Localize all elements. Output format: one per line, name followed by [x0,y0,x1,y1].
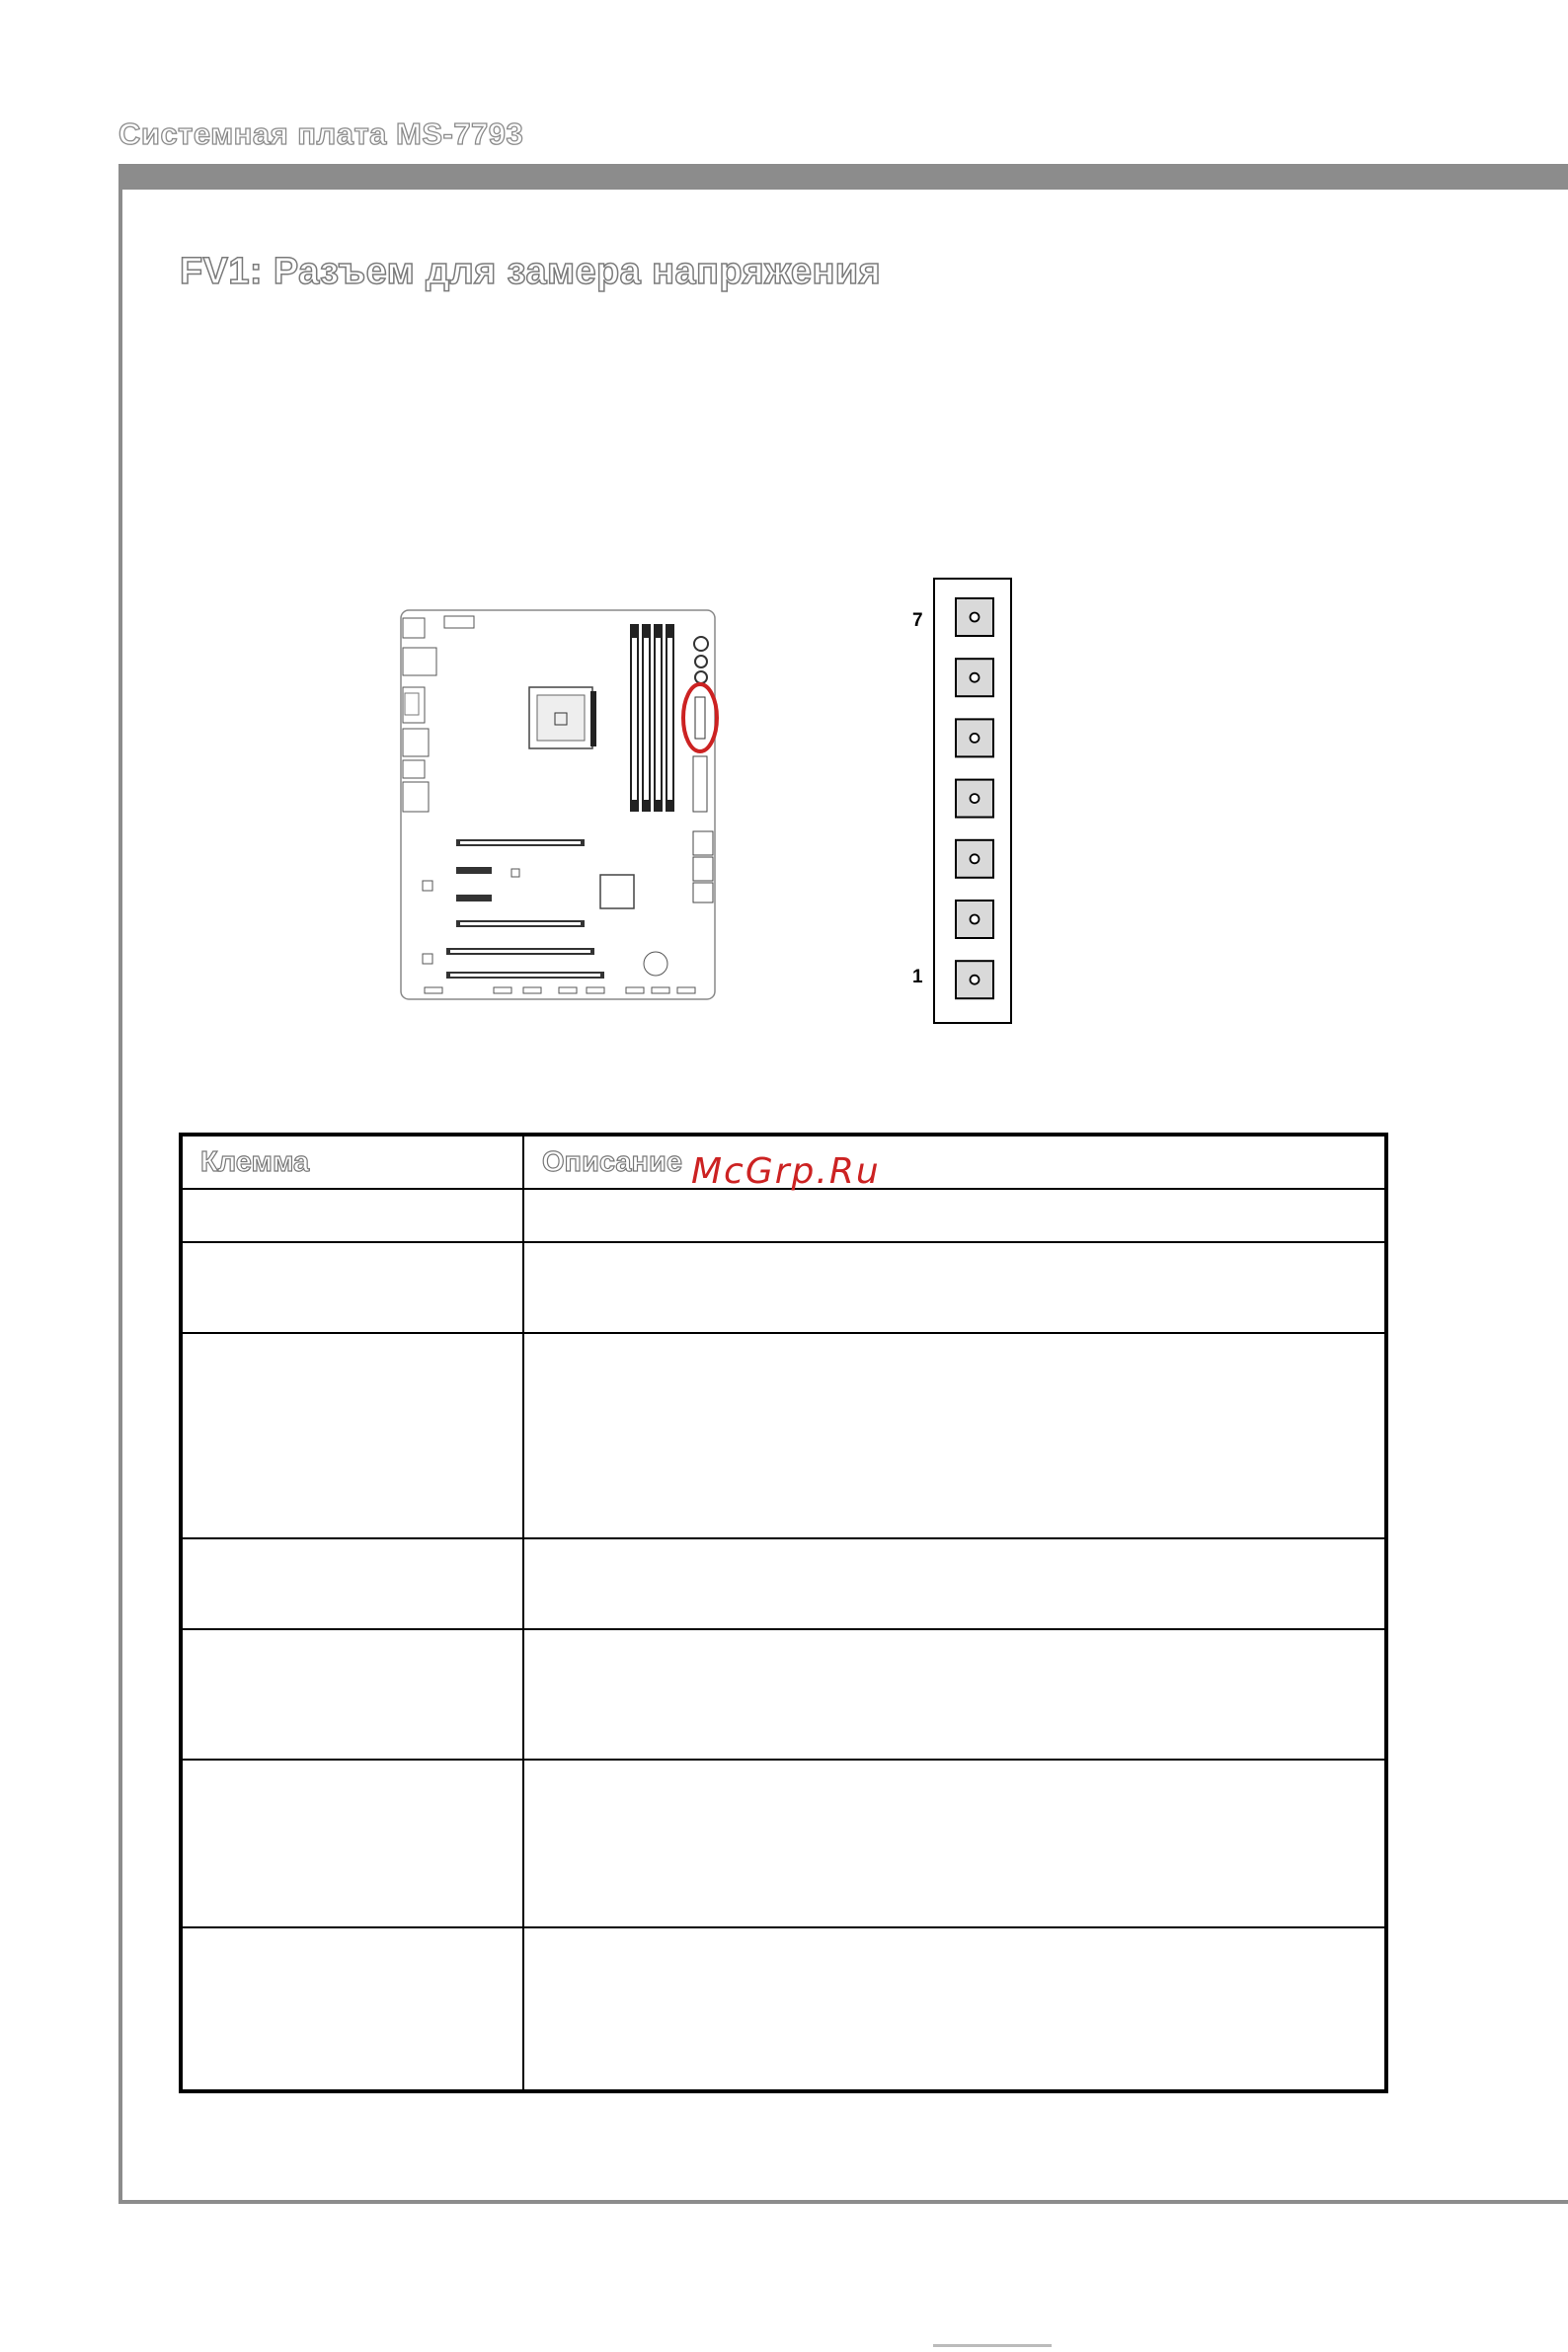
description-cell [523,1538,1386,1629]
pin-cell [181,1538,523,1629]
pin-4 [956,780,993,818]
pin-5 [956,719,993,756]
pin-6 [956,659,993,696]
description-cell [523,1189,1386,1242]
description-cell [523,1760,1386,1927]
motherboard-diagram [395,602,721,1005]
table-row [181,1189,1386,1242]
pin-2 [956,901,993,938]
section-title: FV1: Разъем для замера напряжения [180,251,882,292]
table-row [181,1927,1386,2091]
table-row [181,1538,1386,1629]
bottom-rule [118,2200,1568,2204]
column-header-description: Описание [523,1135,1386,1189]
pin-cell [181,1242,523,1333]
description-cell [523,1927,1386,2091]
description-cell [523,1629,1386,1760]
table-row [181,1760,1386,1927]
table-row [181,1242,1386,1333]
pin-cell [181,1760,523,1927]
pin-cell [181,1189,523,1242]
fv1-pinout-diagram [901,575,1019,1029]
description-cell [523,1242,1386,1333]
pin-3 [956,840,993,878]
running-header: Системная плата MS-7793 [118,117,524,151]
table-row [181,1333,1386,1538]
header-bar [118,164,1568,190]
left-rule [118,190,122,2204]
watermark: McGrp.Ru [691,1151,881,1192]
pin-cell [181,1629,523,1760]
column-header-pin: Клемма [181,1135,523,1189]
pin-1 [956,961,993,998]
description-cell [523,1333,1386,1538]
pin-top-label: 7 [912,610,923,631]
pin-7 [956,598,993,636]
pin-cell [181,1927,523,2091]
pin-bottom-label: 1 [912,967,923,987]
table-row [181,1629,1386,1760]
pin-cell [181,1333,523,1538]
footer-mark [933,2344,1052,2347]
pin-definition-table [179,1133,1388,2093]
